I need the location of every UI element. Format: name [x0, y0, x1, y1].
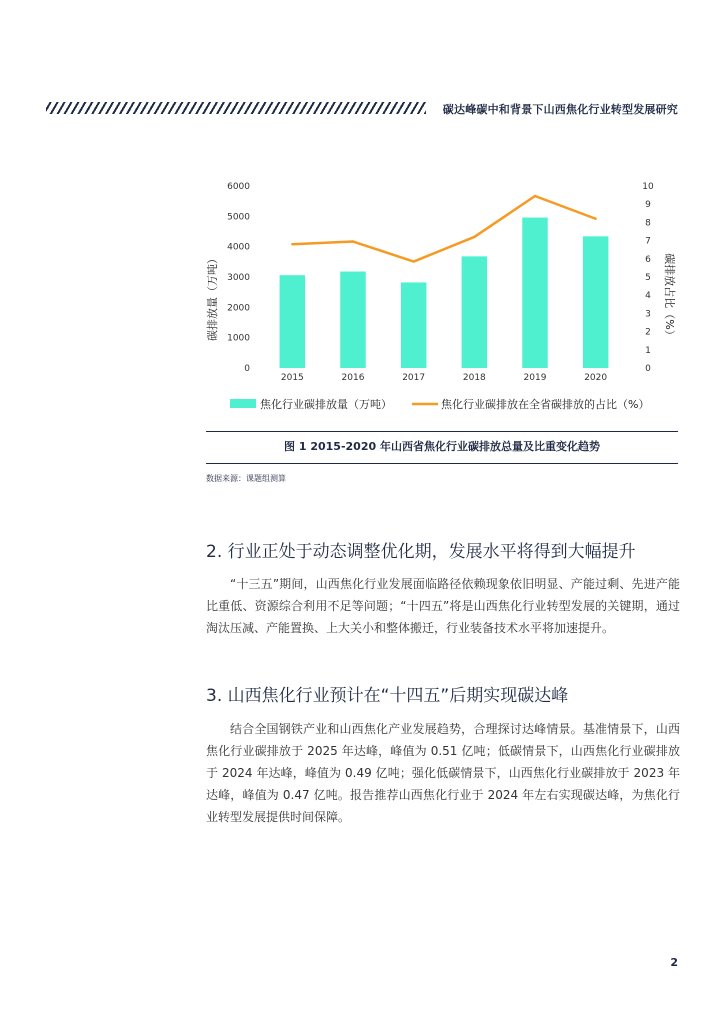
- y-tick-label: 3000: [227, 273, 250, 283]
- section-3-paragraph: 结合全国钢铁产业和山西焦化产业发展趋势，合理探讨达峰情景。基准情景下，山西焦化行业碳排放于 2025 年达峰，峰值为 0.51 亿吨；低碳情景下，山西焦化行业碳排放于 2024 年达峰，峰值为 0.49 亿吨；强化低碳情景下，山西焦化行业碳排放于 2023 年达峰，峰值为 0.47 亿吨。报告推荐山西焦化行业于 2024 年左右实现碳达峰，为焦化行业转型发展提供时间保障。: [206, 722, 680, 824]
- y-axis-label: 碳排放量（万吨）: [206, 253, 219, 341]
- y2-tick-label: 4: [645, 291, 651, 302]
- bar-2019: [522, 218, 547, 368]
- y2-tick-label: 10: [642, 182, 654, 192]
- share-line: [292, 196, 595, 262]
- y2-tick-label: 9: [645, 200, 651, 211]
- x-tick-label: 2016: [341, 373, 365, 383]
- share-point-2020: [594, 218, 596, 220]
- y2-tick-label: 6: [645, 254, 651, 265]
- y-tick-label: 0: [244, 364, 250, 374]
- y2-tick-label: 0: [645, 364, 651, 374]
- y-tick-label: 2000: [227, 303, 250, 314]
- page-number: 2: [670, 956, 678, 969]
- legend-line-label: 焦化行业碳排放在全省碳排放的占比（%）: [441, 398, 650, 411]
- legend-bar-label: 焦化行业碳排放量（万吨）: [260, 398, 392, 411]
- y-tick-label: 6000: [227, 182, 250, 192]
- x-tick-label: 2015: [280, 373, 304, 383]
- legend-bar-swatch: [230, 399, 256, 408]
- x-tick-label: 2017: [402, 373, 426, 383]
- y2-tick-label: 2: [645, 327, 651, 338]
- share-point-2018: [473, 236, 475, 238]
- x-tick-label: 2020: [584, 373, 608, 383]
- bar-2016: [340, 272, 365, 368]
- bar-2018: [462, 256, 487, 368]
- header-hatch-decoration: [46, 102, 426, 114]
- y-tick-label: 1000: [227, 333, 250, 344]
- y2-tick-label: 7: [645, 236, 651, 247]
- bar-2020: [583, 236, 608, 368]
- bar-2017: [401, 282, 426, 368]
- y-tick-label: 4000: [227, 242, 250, 253]
- y2-tick-label: 3: [645, 309, 651, 320]
- running-header-title: 碳达峰碳中和背景下山西焦化行业转型发展研究: [442, 103, 678, 116]
- emission-combo-chart: [204, 172, 684, 422]
- section-2-paragraph: “十三五”期间，山西焦化行业发展面临路径依赖现象依旧明显、产能过剩、先进产能比重低、资源综合利用不足等问题；“十四五”将是山西焦化行业转型发展的关键期，通过淘汰压减、产能置换、上大关小和整体搬迁，行业装备技术水平将加速提升。: [206, 577, 680, 635]
- y2-tick-label: 1: [645, 345, 651, 356]
- x-tick-label: 2018: [462, 373, 486, 383]
- y-tick-label: 5000: [227, 212, 250, 223]
- section-3-heading: 3. 山西焦化行业预计在“十四五”后期实现碳达峰: [206, 686, 569, 706]
- share-point-2016: [352, 240, 354, 242]
- y2-tick-label: 5: [645, 273, 651, 283]
- figure-caption: 图 1 2015-2020 年山西省焦化行业碳排放总量及比重变化趋势: [284, 440, 600, 453]
- share-point-2019: [534, 195, 536, 197]
- y2-axis-label: 碳排放占比（%）: [663, 253, 676, 341]
- section-2-heading: 2. 行业正处于动态调整优化期，发展水平将得到大幅提升: [206, 542, 636, 562]
- share-point-2017: [412, 260, 414, 262]
- caption-rule-top: [206, 431, 678, 432]
- share-point-2015: [291, 243, 293, 245]
- caption-rule-bottom: [206, 463, 678, 464]
- bar-2015: [280, 275, 305, 368]
- y2-tick-label: 8: [645, 218, 651, 229]
- data-source-note: 数据来源：课题组测算: [206, 474, 286, 483]
- x-tick-label: 2019: [523, 373, 547, 383]
